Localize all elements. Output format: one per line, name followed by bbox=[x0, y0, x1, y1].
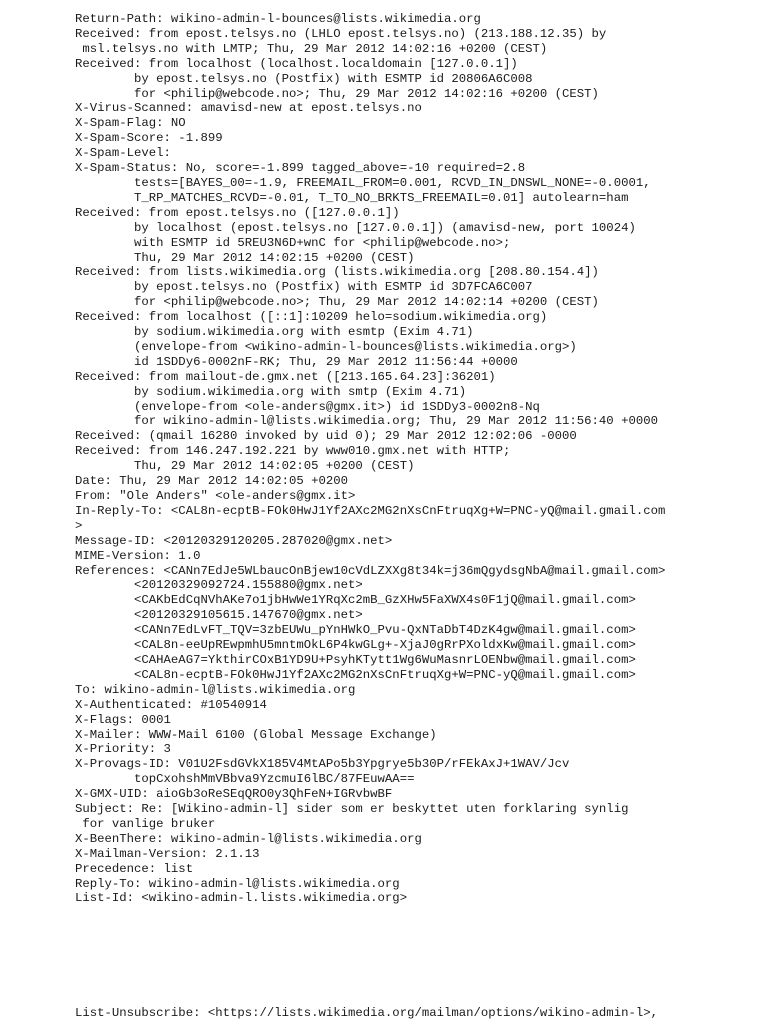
header-line: <CAHAeAG7=YkthirCOxB1YD9U+PsyhKTytt1Wg6WuMasnrLOENbw@mail.gmail.com> bbox=[75, 652, 636, 667]
header-line: Subject: Re: [Wikino-admin-l] sider som er beskyttet uten forklaring synlig bbox=[75, 802, 629, 817]
header-line: Received: from lists.wikimedia.org (lists.wikimedia.org [208.80.154.4]) bbox=[75, 265, 599, 280]
header-line: List-Id: <wikino-admin-l.lists.wikimedia.org> bbox=[75, 891, 408, 906]
header-line: X-Provags-ID: V01U2FsdGVkX185V4MtAPo5b3Ypgrye5b30P/rFEkAxJ+1WAV/Jcv bbox=[75, 757, 570, 772]
header-line: X-Authenticated: #10540914 bbox=[75, 697, 267, 712]
header-line: by epost.telsys.no (Postfix) with ESMTP id 3D7FCA6C007 bbox=[75, 280, 533, 295]
header-line: for <philip@webcode.no>; Thu, 29 Mar 2012 14:02:16 +0200 (CEST) bbox=[75, 86, 599, 101]
header-line: msl.telsys.no with LMTP; Thu, 29 Mar 2012 14:02:16 +0200 (CEST) bbox=[75, 41, 548, 56]
header-line: Date: Thu, 29 Mar 2012 14:02:05 +0200 bbox=[75, 474, 349, 489]
email-header-block bbox=[75, 12, 665, 906]
header-line: by sodium.wikimedia.org with smtp (Exim 4.71) bbox=[75, 384, 467, 399]
header-line: Received: from epost.telsys.no ([127.0.0.1]) bbox=[75, 205, 400, 220]
header-line: X-Spam-Score: -1.899 bbox=[75, 131, 223, 146]
header-line: Received: (qmail 16280 invoked by uid 0); 29 Mar 2012 12:02:06 -0000 bbox=[75, 429, 577, 444]
header-line: To: wikino-admin-l@lists.wikimedia.org bbox=[75, 682, 356, 697]
header-line: <CAKbEdCqNVhAKe7o1jbHwWe1YRqXc2mB_GzXHw5FaXWX4s0F1jQ@mail.gmail.com> bbox=[75, 593, 636, 608]
header-line: X-Mailer: WWW-Mail 6100 (Global Message Exchange) bbox=[75, 727, 437, 742]
header-line: X-Spam-Status: No, score=-1.899 tagged_above=-10 required=2.8 bbox=[75, 161, 526, 176]
header-line: X-BeenThere: wikino-admin-l@lists.wikimedia.org bbox=[75, 831, 422, 846]
header-line: In-Reply-To: <CAL8n-ecptB-FOk0HwJ1Yf2AXc2MG2nXsCnFtruqXg+W=PNC-yQ@mail.gmail.com bbox=[75, 503, 666, 518]
header-line: <20120329092724.155880@gmx.net> bbox=[75, 578, 363, 593]
header-line: <CAL8n-ecptB-FOk0HwJ1Yf2AXc2MG2nXsCnFtruqXg+W=PNC-yQ@mail.gmail.com> bbox=[75, 667, 636, 682]
header-line: X-Mailman-Version: 2.1.13 bbox=[75, 846, 260, 861]
header-line: by sodium.wikimedia.org with esmtp (Exim 4.71) bbox=[75, 325, 474, 340]
header-line: Received: from localhost (localhost.localdomain [127.0.0.1]) bbox=[75, 56, 518, 71]
header-line: Received: from epost.telsys.no (LHLO epost.telsys.no) (213.188.12.35) by bbox=[75, 26, 607, 41]
header-line: Thu, 29 Mar 2012 14:02:05 +0200 (CEST) bbox=[75, 459, 415, 474]
header-line: by localhost (epost.telsys.no [127.0.0.1]) (amavisd-new, port 10024) bbox=[75, 220, 636, 235]
header-line: Received: from 146.247.192.221 by www010.gmx.net with HTTP; bbox=[75, 444, 511, 459]
header-line: for <philip@webcode.no>; Thu, 29 Mar 2012 14:02:14 +0200 (CEST) bbox=[75, 295, 599, 310]
header-line: MIME-Version: 1.0 bbox=[75, 548, 201, 563]
header-line: X-Spam-Flag: NO bbox=[75, 116, 186, 131]
header-line: From: "Ole Anders" <ole-anders@gmx.it> bbox=[75, 489, 356, 503]
header-line: X-Virus-Scanned: amavisd-new at epost.telsys.no bbox=[75, 101, 422, 116]
header-line: <CAL8n-eeUpREwpmhU5mntmOkL6P4kwGLg+-XjaJ0gRrPXoldxKw@mail.gmail.com> bbox=[75, 638, 636, 653]
header-line: T_RP_MATCHES_RCVD=-0.01, T_TO_NO_BRKTS_FREEMAIL=0.01] autolearn=ham bbox=[75, 190, 629, 205]
header-line: Received: from mailout-de.gmx.net ([213.165.64.23]:36201) bbox=[75, 369, 496, 384]
header-line: with ESMTP id 5REU3N6D+wnC for <philip@webcode.no>; bbox=[75, 235, 511, 250]
header-line: for vanlige bruker bbox=[75, 816, 216, 831]
header-line: X-Spam-Level: bbox=[75, 146, 171, 161]
header-line: <CANn7EdLvFT_TQV=3zbEUWu_pYnHWkO_Pvu-QxNTaDbT4DzK4gw@mail.gmail.com> bbox=[75, 623, 636, 638]
header-line: tests=[BAYES_00=-1.9, FREEMAIL_FROM=0.001, RCVD_IN_DNSWL_NONE=-0.0001, bbox=[75, 175, 651, 190]
header-line: X-Priority: 3 bbox=[75, 742, 171, 757]
header-line: Received: from localhost ([::1]:10209 helo=sodium.wikimedia.org) bbox=[75, 310, 548, 325]
header-line: id 1SDDy6-0002nF-RK; Thu, 29 Mar 2012 11:56:44 +0000 bbox=[75, 354, 518, 369]
header-line: References: <CANn7EdJe5WLbaucOnBjew10cVdLZXXg8t34k=j36mQgydsgNbA@mail.gmail.com> bbox=[75, 563, 666, 578]
header-line: Thu, 29 Mar 2012 14:02:15 +0200 (CEST) bbox=[75, 250, 415, 265]
header-line: X-Flags: 0001 bbox=[75, 712, 171, 727]
header-line: (envelope-from <ole-anders@gmx.it>) id 1SDDy3-0002n8-Nq bbox=[75, 399, 540, 414]
header-line: topCxohshMmVBbva9YzcmuI6lBC/87FEuwAA== bbox=[75, 772, 415, 787]
header-line: (envelope-from <wikino-admin-l-bounces@lists.wikimedia.org>) bbox=[75, 339, 577, 354]
header-line: Return-Path: wikino-admin-l-bounces@lists.wikimedia.org bbox=[75, 12, 481, 26]
header-line: <20120329105615.147670@gmx.net> bbox=[75, 608, 363, 623]
header-line: > bbox=[75, 518, 83, 533]
header-line: by epost.telsys.no (Postfix) with ESMTP id 20806A6C008 bbox=[75, 71, 533, 86]
header-line: for wikino-admin-l@lists.wikimedia.org; Thu, 29 Mar 2012 11:56:40 +0000 bbox=[75, 414, 658, 429]
list-unsubscribe-header: List-Unsubscribe: <https://lists.wikimedia.org/mailman/options/wikino-admin-l>, bbox=[75, 1006, 658, 1020]
header-line: Precedence: list bbox=[75, 861, 194, 876]
header-line: Message-ID: <20120329120205.287020@gmx.net> bbox=[75, 533, 393, 548]
header-line: X-GMX-UID: aioGb3oReSEqQRO0y3QhFeN+IGRvbwBF bbox=[75, 787, 393, 802]
header-line: Reply-To: wikino-admin-l@lists.wikimedia.org bbox=[75, 876, 400, 891]
